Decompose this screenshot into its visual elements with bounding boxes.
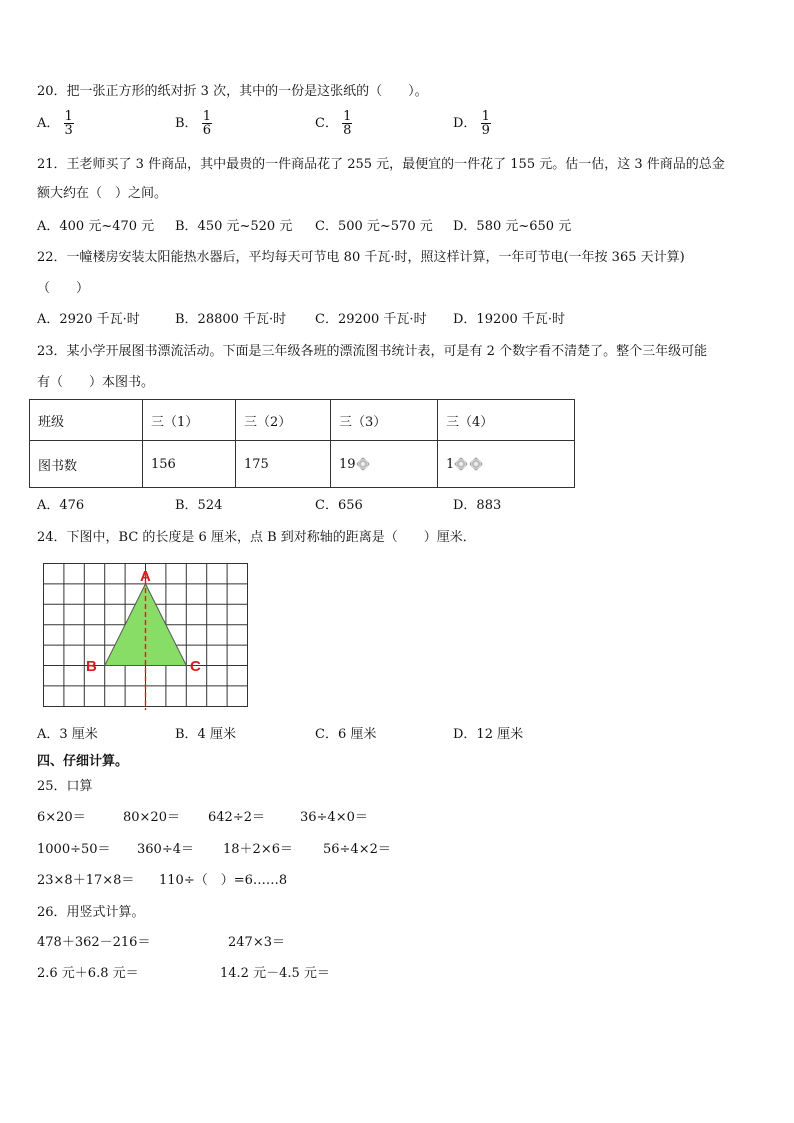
calc-item: 2.6 元＋6.8 元＝ xyxy=(37,966,139,981)
q24-option-b: B．4 厘米 xyxy=(175,727,236,742)
q20-option-d xyxy=(453,110,491,137)
q24-option-c: C．6 厘米 xyxy=(315,727,377,742)
fraction xyxy=(202,110,212,137)
option-label: B． xyxy=(175,116,198,131)
calc-item: 14.2 元－4.5 元＝ xyxy=(220,966,330,981)
option-label: A． xyxy=(37,116,60,131)
calc-item: 360÷4＝ xyxy=(137,842,194,857)
smudge-icon xyxy=(356,457,371,472)
q23-stem-line1: 23．某小学开展图书漂流活动。下面是三年级各班的漂流图书统计表，可是有 2 个数字看不清楚了。整个三年级可能 xyxy=(37,344,708,359)
table-cell: 三（1） xyxy=(143,400,236,441)
q22-option-b: B．28800 千瓦·时 xyxy=(175,312,287,327)
calc-item: 56÷4×2＝ xyxy=(323,842,391,857)
book-count-table xyxy=(29,399,575,488)
q21-option-c: C．500 元~570 元 xyxy=(315,219,433,234)
q20-option-b xyxy=(175,110,212,137)
q20-option-c xyxy=(315,110,352,137)
table-cell: 三（3） xyxy=(331,400,438,441)
table-cell: 156 xyxy=(143,441,236,488)
table-cell: 图书数 xyxy=(30,441,143,488)
option-label: D． xyxy=(453,116,477,131)
q25-title: 25．口算 xyxy=(37,779,93,794)
q21-option-b: B．450 元~520 元 xyxy=(175,219,293,234)
q21-stem-line1: 21．王老师买了 3 件商品，其中最贵的一件商品花了 255 元，最便宜的一件花了 155 元。估一估，这 3 件商品的总金 xyxy=(37,157,725,172)
q23-option-b: B．524 xyxy=(175,498,223,513)
q26-title: 26．用竖式计算。 xyxy=(37,905,145,920)
fraction xyxy=(342,110,352,137)
q24-stem: 24．下图中，BC 的长度是 6 厘米，点 B 到对称轴的距离是（ ）厘米． xyxy=(37,530,476,545)
calc-item: 80×20＝ xyxy=(123,810,180,825)
table-cell: 三（2） xyxy=(236,400,331,441)
calc-item: 1000÷50＝ xyxy=(37,842,111,857)
q23-option-a: A．476 xyxy=(37,498,85,513)
fraction xyxy=(64,110,74,137)
q24-option-d: D．12 厘米 xyxy=(453,727,524,742)
partial-number: 19 xyxy=(339,456,356,472)
fraction-numerator: 1 xyxy=(64,109,73,124)
table-cell xyxy=(331,441,438,488)
fraction-denominator: 6 xyxy=(202,123,211,138)
calc-item: 478＋362－216＝ xyxy=(37,935,151,950)
q20-option-a xyxy=(37,110,74,137)
q22-option-d: D．19200 千瓦·时 xyxy=(453,312,566,327)
table-cell: 175 xyxy=(236,441,331,488)
fraction-denominator: 3 xyxy=(64,123,73,138)
q22-stem-line1: 22．一幢楼房安装太阳能热水器后，平均每天可节电 80 千瓦·时，照这样计算，一年可节电(一年按 365 天计算) xyxy=(37,250,685,265)
q22-option-a: A．2920 千瓦·时 xyxy=(37,312,140,327)
table-row xyxy=(30,441,575,488)
q21-option-a: A．400 元~470 元 xyxy=(37,219,155,234)
section-title: 四、仔细计算。 xyxy=(37,754,129,769)
vertex-label-b: B xyxy=(86,658,97,675)
fraction-numerator: 1 xyxy=(343,109,352,124)
table-cell: 三（4） xyxy=(438,400,575,441)
table-header-row xyxy=(30,400,575,441)
q20-stem: 20．把一张正方形的纸对折 3 次，其中的一份是这张纸的（ ）。 xyxy=(37,84,428,99)
calc-item: 642÷2＝ xyxy=(208,810,265,825)
option-label: C． xyxy=(315,116,338,131)
q24-option-a: A．3 厘米 xyxy=(37,727,98,742)
q21-stem-line2: 额大约在（ ）之间。 xyxy=(37,186,168,201)
fraction-denominator: 8 xyxy=(343,123,352,138)
vertex-label-a: A xyxy=(140,568,151,585)
fraction-numerator: 1 xyxy=(202,109,211,124)
calc-item: 18＋2×6＝ xyxy=(223,842,293,857)
q21-option-d: D．580 元~650 元 xyxy=(453,219,572,234)
q22-stem-line2: （ ） xyxy=(37,281,90,296)
table-cell: 班级 xyxy=(30,400,143,441)
q23-option-c: C．656 xyxy=(315,498,363,513)
calc-item: 36÷4×0＝ xyxy=(300,810,368,825)
calc-item: 110÷（ ）=6……8 xyxy=(159,873,288,888)
table-cell xyxy=(438,441,575,488)
calc-item: 6×20＝ xyxy=(37,810,86,825)
q23-option-d: D．883 xyxy=(453,498,502,513)
partial-number: 1 xyxy=(446,456,455,472)
smudge-icon xyxy=(454,457,469,472)
smudge-icon xyxy=(469,457,484,472)
fraction xyxy=(481,110,491,137)
triangle-grid-figure xyxy=(40,560,252,710)
vertex-label-c: C xyxy=(190,658,201,675)
q22-option-c: C．29200 千瓦·时 xyxy=(315,312,427,327)
fraction-denominator: 9 xyxy=(481,123,490,138)
calc-item: 247×3＝ xyxy=(228,935,285,950)
calc-item: 23×8＋17×8＝ xyxy=(37,873,135,888)
fraction-numerator: 1 xyxy=(481,109,490,124)
q23-stem-line2: 有（ ）本图书。 xyxy=(37,375,155,390)
